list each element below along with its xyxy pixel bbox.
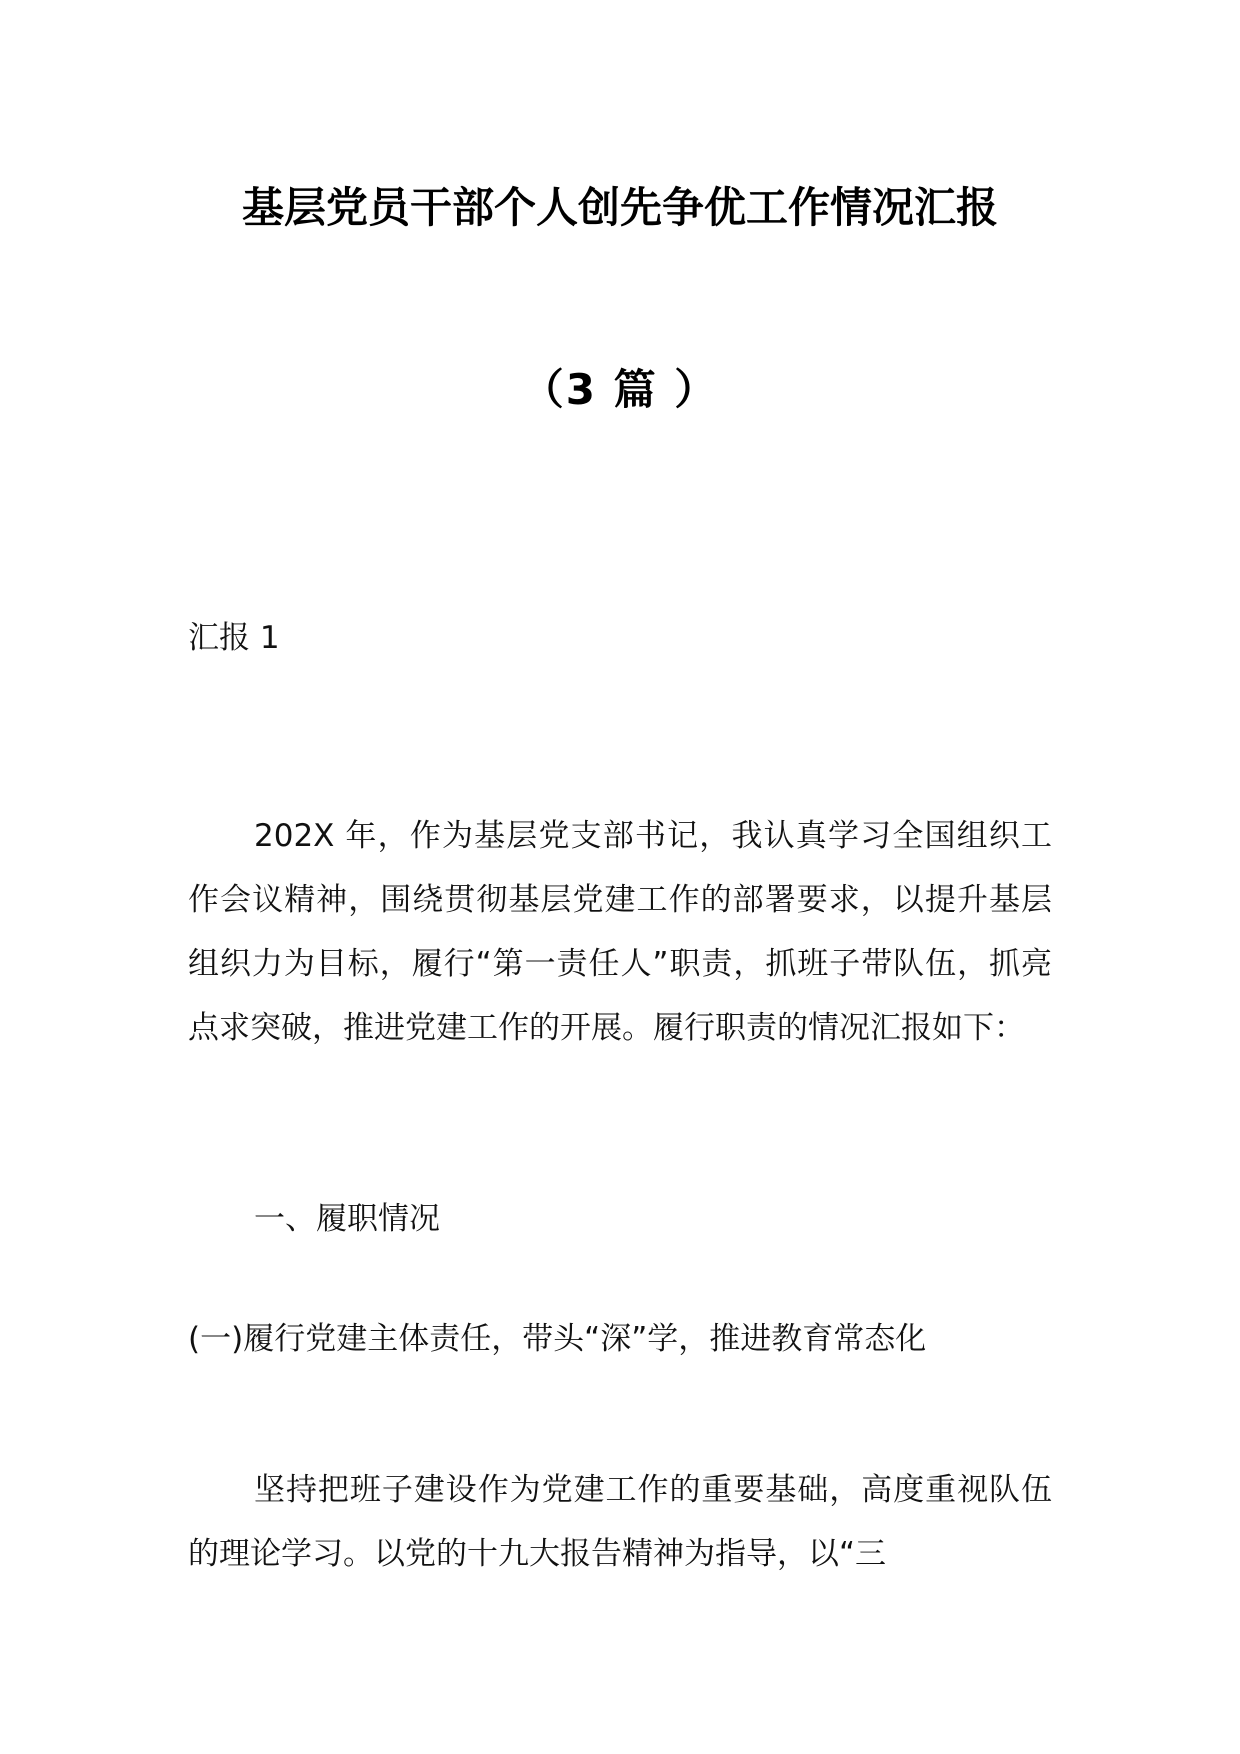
heading-subsection-1: (一)履行党建主体责任，带头“深”学，推进教育常态化 [188, 1321, 927, 1357]
section-label: 汇报 1 [188, 620, 280, 656]
document-title: 基层党员干部个人创先争优工作情况汇报 [241, 183, 998, 232]
paragraph-team-building: 坚持把班子建设作为党建工作的重要基础，高度重视队伍的理论学习。以党的十九大报告精神为指导，以“三 [188, 1472, 1052, 1572]
document-subtitle: （3 篇 ） [521, 365, 719, 414]
paragraph-intro: 202X 年，作为基层党支部书记，我认真学习全国组织工作会议精神，围绕贯彻基层党建工作的部署要求，以提升基层组织力为目标，履行“第一责任人”职责，抓班子带队伍，抓亮点求突破，推进党建工作的开展。履行职责的情况汇报如下： [188, 818, 1052, 1046]
heading-performance: 一、履职情况 [254, 1201, 440, 1237]
